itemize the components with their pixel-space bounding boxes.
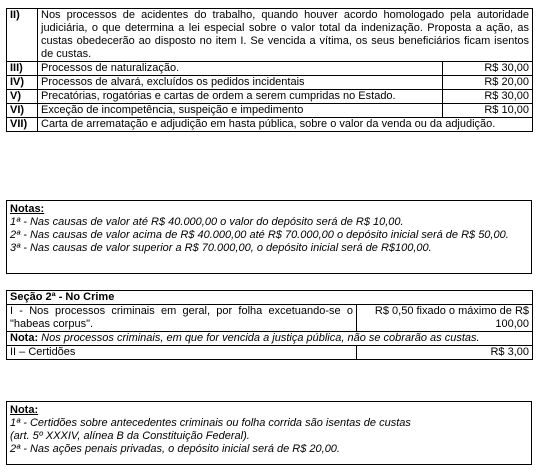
final-notes-title: Nota:: [10, 404, 39, 416]
fee-row-number: II): [7, 9, 38, 62]
fees-table-body: [7, 9, 533, 132]
fee-row: [7, 104, 533, 118]
certidoes-value: R$ 3,00: [357, 346, 533, 360]
certidoes-label: II – Certidões: [7, 346, 357, 360]
fee-row-value: R$ 30,00: [443, 90, 533, 104]
fee-row-value: R$ 10,00: [443, 104, 533, 118]
fee-row-description: Exceção de incompetência, suspeição e impedimento: [38, 104, 443, 118]
crime-section-title: Seção 2ª - No Crime: [7, 291, 533, 305]
crime-section: [6, 290, 532, 360]
crime-fee-description: I - Nos processos criminais em geral, por folha excetuando-se o "habeas corpus".: [7, 305, 357, 332]
fee-row-description: Carta de arrematação e adjudição em hasta pública, sobre o valor da venda ou da adjudição.: [38, 118, 533, 132]
crime-note: [7, 332, 533, 346]
fee-row-value: R$ 30,00: [443, 62, 533, 76]
fee-row-description: Nos processos de acidentes do trabalho, quando houver acordo homologado pela autoridade judiciária, o que determina a lei especial sobre o valor total da indenização. Proposta a ação, as custas obedecerão ao disposto no item I. Se vencida a vítima, os seus beneficiários ficam isentos de custas.: [38, 9, 533, 62]
fee-row: [7, 9, 533, 62]
fees-table: [6, 8, 532, 132]
final-note-line-2: (art. 5º XXXIV, alínea B da Constituição Federal).: [10, 430, 250, 442]
fee-row: [7, 76, 533, 90]
fee-row-value: R$ 20,00: [443, 76, 533, 90]
crime-note-text: Nos processos criminais, em que for vencida a justiça pública, não se cobrarão as custas.: [38, 332, 480, 344]
final-note-line-3: 2ª - Nas ações penais privadas, o depósito inicial será de R$ 20,00.: [10, 443, 340, 455]
fee-row: [7, 90, 533, 104]
fee-row-number: V): [7, 90, 38, 104]
fee-row-number: IV): [7, 76, 38, 90]
final-note-line-1: 1ª - Certidões sobre antecedentes criminais ou folha corrida são isentas de custas: [10, 417, 411, 429]
notes-box: [6, 200, 532, 274]
fee-row-description: Processos de alvará, excluídos os pedidos incidentais: [38, 76, 443, 90]
fee-row-description: Processos de naturalização.: [38, 62, 443, 76]
note-line-3: 3ª - Nas causas de valor superior a R$ 70.000,00, o depósito inicial será de R$100,00.: [10, 242, 432, 254]
fee-row-number: VI): [7, 104, 38, 118]
fee-row: [7, 62, 533, 76]
note-line-1: 1ª - Nas causas de valor até R$ 40.000,00 o valor do depósito será de R$ 10,00.: [10, 216, 404, 228]
fee-row-number: VII): [7, 118, 38, 132]
fee-row: [7, 118, 533, 132]
notes-title: Notas:: [10, 203, 45, 215]
crime-note-label: Nota:: [10, 332, 39, 344]
final-notes-box: [6, 401, 532, 465]
note-line-2: 2ª - Nas causas de valor acima de R$ 40.000,00 até R$ 70.000,00 o depósito inicial será de R$ 50,00.: [10, 229, 509, 241]
fee-row-description: Precatórias, rogatórias e cartas de ordem a serem cumpridas no Estado.: [38, 90, 443, 104]
fee-row-number: III): [7, 62, 38, 76]
crime-fee-value: R$ 0,50 fixado o máximo de R$ 100,00: [357, 305, 533, 332]
